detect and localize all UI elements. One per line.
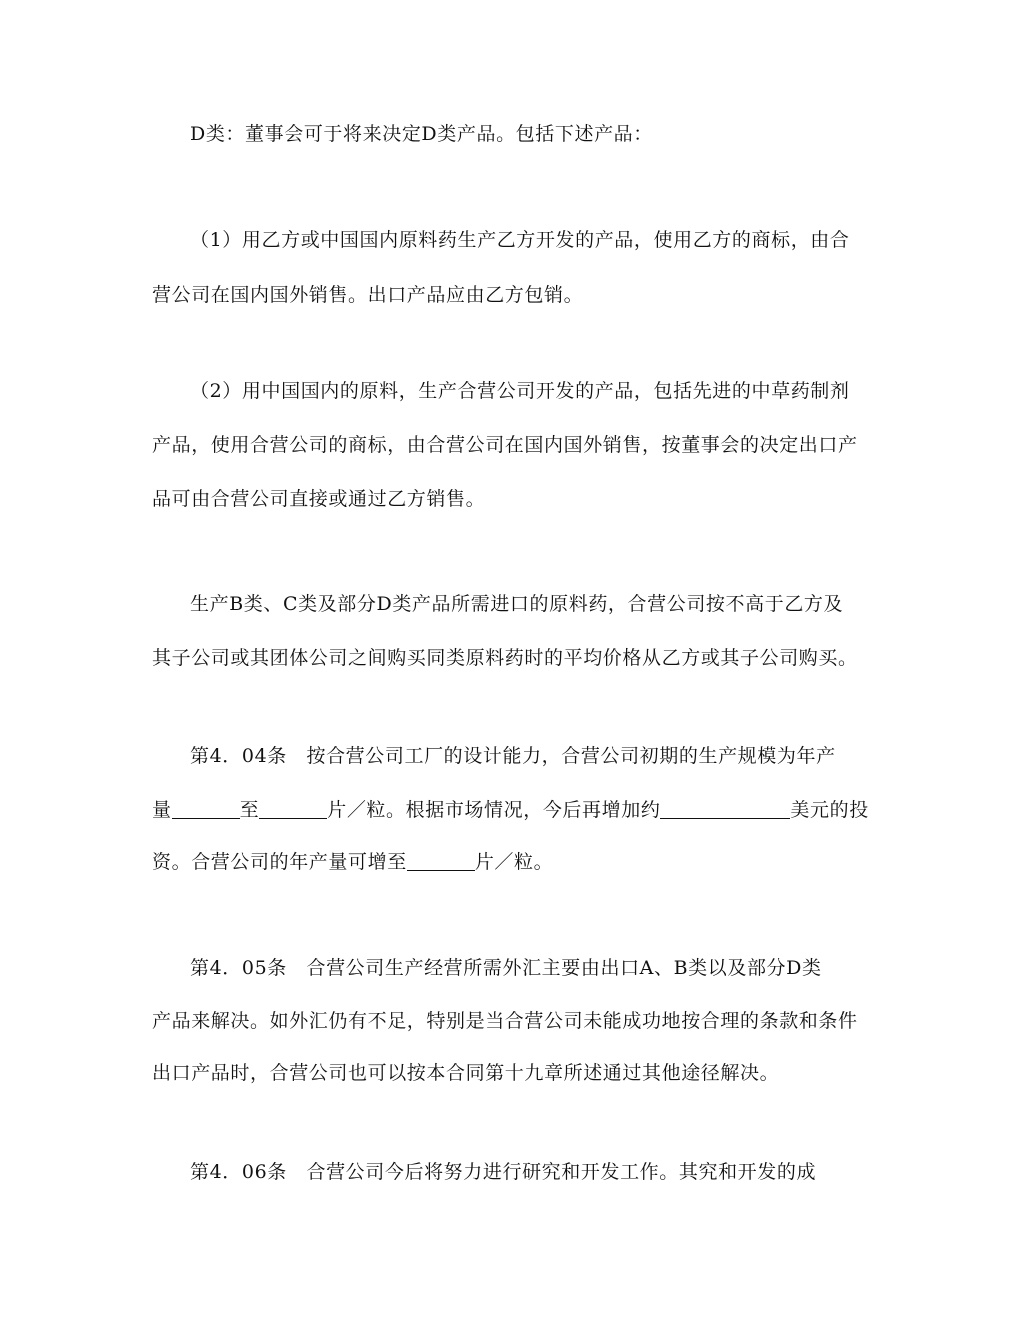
article-4-05-line-2: 产品来解决。如外汇仍有不足，特别是当合营公司未能成功地按合理的条款和条件 xyxy=(152,1010,858,1032)
article-4-04-text-c: 片／粒。根据市场情况，今后再增加约 xyxy=(327,799,661,821)
paragraph-item-2-line-2: 产品，使用合营公司的商标，由合营公司在国内国外销售，按董事会的决定出口产 xyxy=(152,434,858,456)
paragraph-item-2-line-1: （2）用中国国内的原料，生产合营公司开发的产品，包括先进的中草药制剂 xyxy=(190,380,850,402)
paragraph-item-2-line-3: 品可由合营公司直接或通过乙方销售。 xyxy=(152,488,486,510)
blank-capacity-max xyxy=(259,798,327,819)
article-4-04-text-f: 片／粒。 xyxy=(474,851,554,873)
article-4-04-text-b: 至 xyxy=(239,799,260,821)
paragraph-item-1-line-2: 营公司在国内国外销售。出口产品应由乙方包销。 xyxy=(152,284,584,306)
article-4-05-line-1: 第4．05条 合营公司生产经营所需外汇主要由出口A、B类以及部分D类 xyxy=(190,957,822,979)
article-4-04-line-2 xyxy=(152,797,892,823)
article-4-04-text-e: 资。合营公司的年产量可增至 xyxy=(152,851,407,873)
article-4-04-line-3 xyxy=(152,849,892,875)
paragraph-d-class-line-1: D类：董事会可于将来决定D类产品。包括下述产品： xyxy=(190,123,653,145)
paragraph-imports-line-1: 生产B类、C类及部分D类产品所需进口的原料药，合营公司按不高于乙方及 xyxy=(190,593,844,615)
blank-annual-output xyxy=(407,850,475,871)
article-4-04-text-a: 量 xyxy=(152,799,172,821)
blank-investment-amount xyxy=(660,798,790,819)
paragraph-imports-line-2: 其子公司或其团体公司之间购买同类原料药时的平均价格从乙方或其子公司购买。 xyxy=(152,647,858,669)
article-4-04-line-1: 第4．04条 按合营公司工厂的设计能力，合营公司初期的生产规模为年产 xyxy=(190,745,836,767)
article-4-06-line-1: 第4．06条 合营公司今后将努力进行研究和开发工作。其究和开发的成 xyxy=(190,1161,817,1183)
article-4-05-line-3: 出口产品时，合营公司也可以按本合同第十九章所述通过其他途径解决。 xyxy=(152,1062,780,1084)
article-4-04-text-d: 美元的投 xyxy=(790,799,869,821)
blank-capacity-min xyxy=(172,798,240,819)
paragraph-item-1-line-1: （1）用乙方或中国国内原料药生产乙方开发的产品，使用乙方的商标，由合 xyxy=(190,229,850,251)
